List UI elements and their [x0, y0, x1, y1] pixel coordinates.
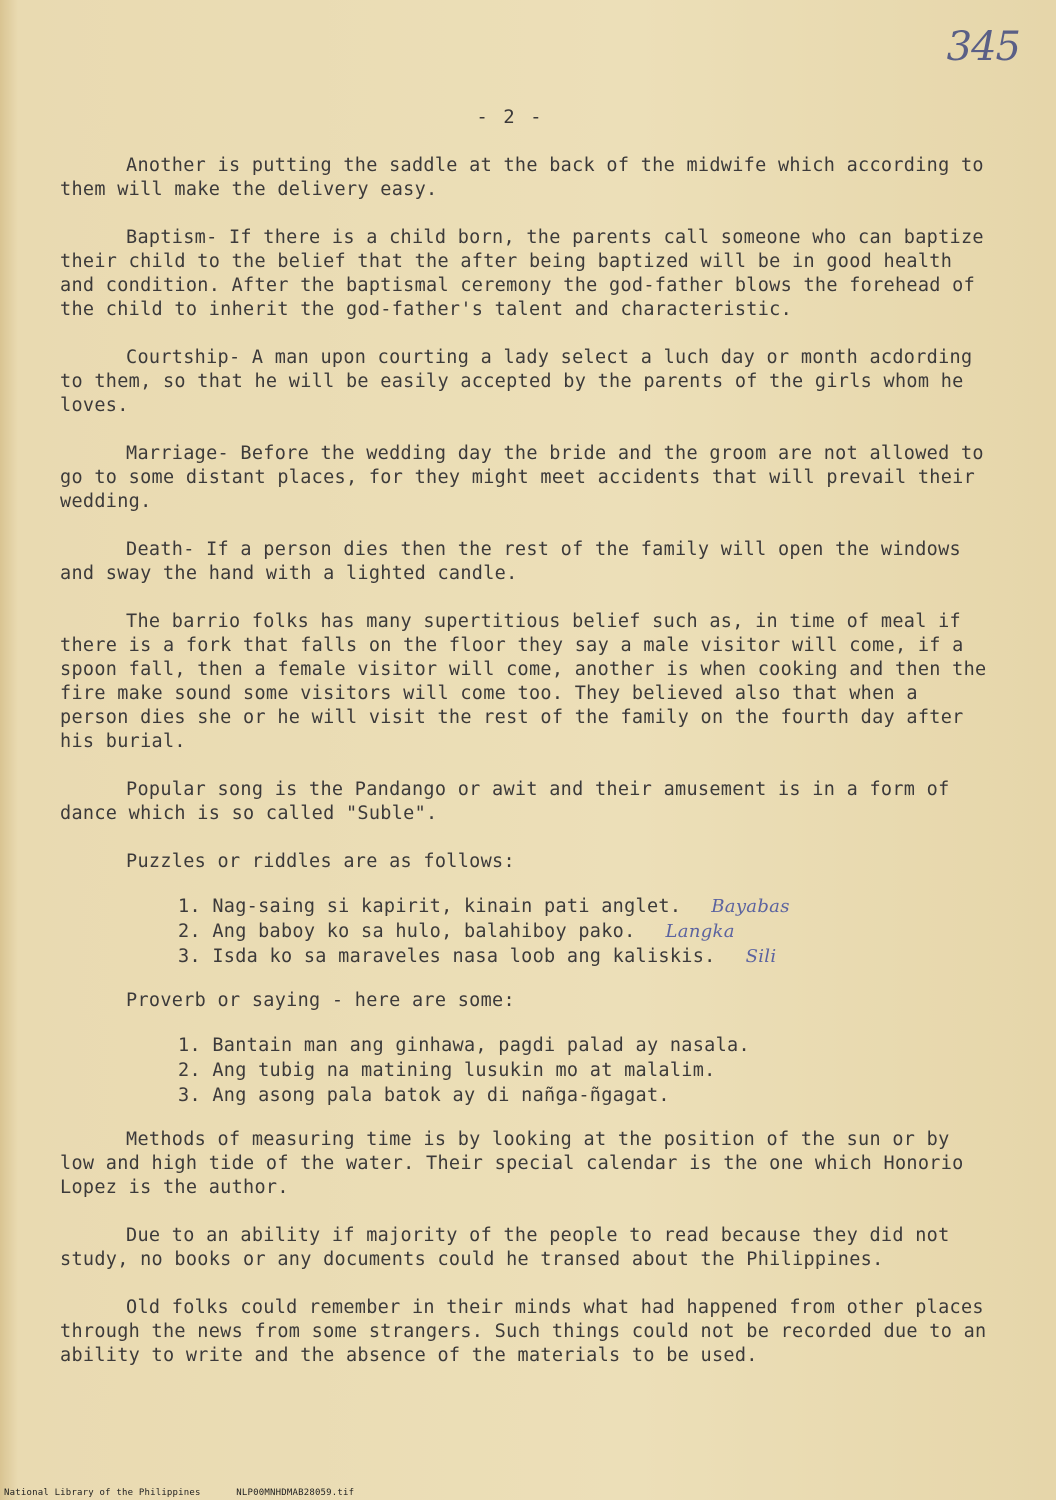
paragraph-courtship: Courtship- A man upon courting a lady select a luch day or month acdording to them, so that he will be easily accepted by the parents of the girls whom he loves. [60, 347, 984, 416]
handwritten-answer: Bayabas [711, 896, 790, 917]
riddles-intro: Puzzles or riddles are as follows: [126, 851, 515, 872]
list-item [178, 919, 990, 944]
paragraph-death: Death- If a person dies then the rest of the family will open the windows and sway the hand with a lighted candle. [60, 539, 973, 584]
paragraph-measuring-time: Methods of measuring time is by looking at the position of the sun or by low and high tide of the water. Their special calendar is the one which Honorio Lopez is the author. [60, 1129, 976, 1198]
page-number: - 2 - [476, 106, 544, 128]
handwritten-answer: Sili [745, 946, 777, 967]
riddle-text: 2. Ang baboy ko sa hulo, balahiboy pako. [178, 921, 636, 942]
handwritten-answer: Langka [665, 921, 735, 942]
proverbs-list [178, 1033, 990, 1108]
list-item: 3. Ang asong pala batok ay di nañga-ñgagat. [178, 1085, 670, 1106]
scan-footer [4, 1488, 354, 1498]
handwritten-page-number: 345 [946, 24, 1020, 70]
riddle-text: 1. Nag-saing si kapirit, kinain pati anglet. [178, 896, 682, 917]
paragraph-books: Due to an ability if majority of the people to read because they did not study, no books or any documents could he transed about the Philippines. [60, 1225, 961, 1270]
file-name: NLP00MNHDMAB28059.tif [236, 1488, 355, 1498]
paragraph-popular-song: Popular song is the Pandango or awit and their amusement is in a form of dance which is so called "Suble". [60, 779, 961, 824]
paragraph-superstitions: The barrio folks has many supertitious belief such as, in time of meal if there is a fork that falls on the floor they say a male visitor will come, if a spoon fall, then a female visitor will come, another is when cooking and then the fire make sound some visitors will come too. They believed also that when a person dies she or he will visit the rest of the family on the fourth day after his burial. [60, 611, 998, 752]
riddles-list [178, 894, 990, 969]
proverbs-intro: Proverb or saying - here are some: [126, 990, 515, 1011]
list-item: 2. Ang tubig na matining lusukin mo at malalim. [178, 1060, 716, 1081]
paragraph-midwife: Another is putting the saddle at the back of the midwife which according to them will make the delivery easy. [60, 155, 996, 200]
riddle-text: 3. Isda ko sa maraveles nasa loob ang kaliskis. [178, 946, 716, 967]
paragraph-baptism: Baptism- If there is a child born, the parents call someone who can baptize their child to the belief that the after being baptized will be in good health and condition. After the baptismal ceremony the god-father blows the forehead of the child to inherit the god-father's talent and characteristic. [60, 227, 996, 320]
paragraph-old-folks: Old folks could remember in their minds what had happened from other places through the news from some strangers. Such things could not be recorded due to an ability to write and the absence of the materials to be used. [60, 1297, 998, 1366]
list-item [178, 894, 990, 919]
library-label: National Library of the Philippines [4, 1488, 201, 1498]
list-item [178, 944, 990, 969]
paragraph-marriage: Marriage- Before the wedding day the bride and the groom are not allowed to go to some distant places, for they might meet accidents that will prevail their wedding. [60, 443, 996, 512]
document-body [60, 154, 998, 1392]
list-item: 1. Bantain man ang ginhawa, pagdi palad ay nasala. [178, 1035, 750, 1056]
